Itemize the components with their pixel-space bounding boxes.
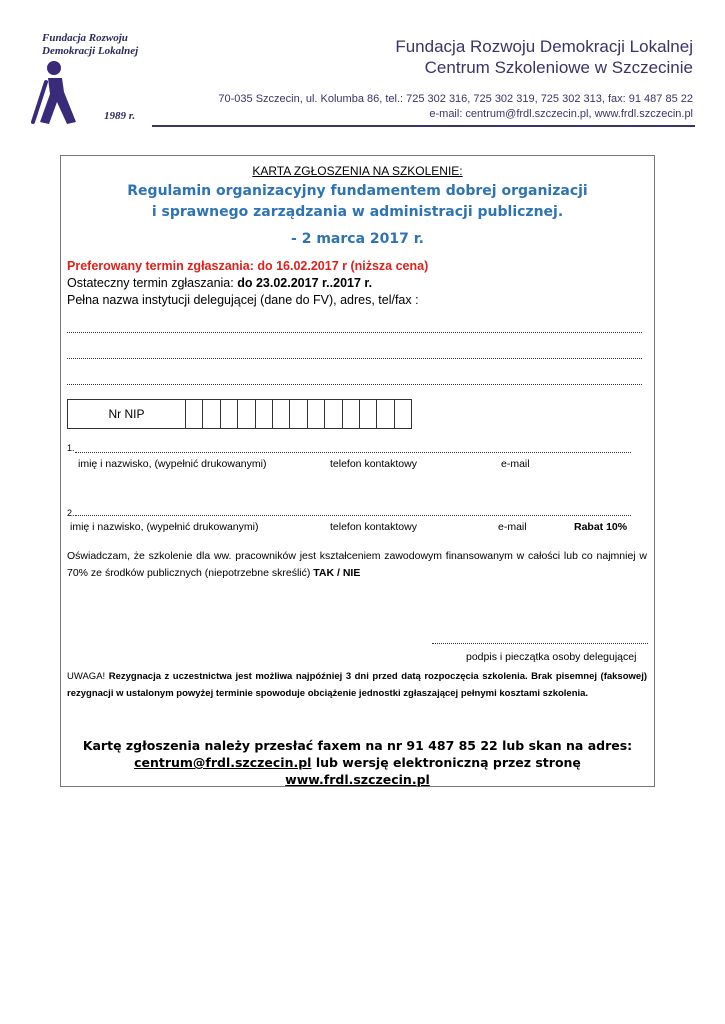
nip-digit-cell[interactable]	[325, 400, 342, 428]
signature-label: podpis i pieczątka osoby delegującej	[466, 651, 637, 663]
email-link[interactable]: centrum@frdl.szczecin.pl	[134, 755, 312, 770]
nip-field	[67, 399, 412, 429]
logo-year: 1989 r.	[104, 110, 136, 122]
header-divider	[152, 125, 695, 127]
nip-digit-cell[interactable]	[360, 400, 377, 428]
course-date: - 2 marca 2017 r.	[291, 231, 424, 247]
funding-declaration	[67, 548, 647, 582]
discount-label: Rabat 10%	[574, 521, 628, 533]
participant-1-email-label: e-mail	[501, 458, 530, 470]
submission-mid-text: lub wersję elektroniczną przez stronę	[315, 755, 581, 770]
final-deadline-value: do 23.02.2017 r..2017 r.	[237, 276, 373, 290]
participant-2-email-label: e-mail	[498, 521, 527, 533]
participant-2-number: 2.	[67, 508, 75, 518]
warning-text: Rezygnacja z uczestnictwa jest możliwa najpóźniej 3 dni przed datą rozpoczęcia szkolenia. Brak pisemnej (faksowej) rezygnacji w ustalonym powyżej terminie spowoduje obciążenie jednostki zgłaszającej pełnymi kosztami szkolenia.	[67, 671, 647, 699]
course-title-line1: Regulamin organizacyjny fundamentem dobrej organizacji	[127, 183, 588, 199]
nip-digit-cell[interactable]	[395, 400, 411, 428]
course-title	[60, 181, 655, 223]
participant-1-name-label: imię i nazwisko, (wypełnić drukowanymi)	[78, 458, 267, 470]
nip-digit-cell[interactable]	[290, 400, 307, 428]
form-heading: KARTA ZGŁOSZENIA NA SZKOLENIE:	[252, 164, 463, 178]
logo-name	[42, 32, 152, 58]
nip-digit-cell[interactable]	[238, 400, 255, 428]
org-address: 70-035 Szczecin, ul. Kolumba 86, tel.: 725 302 316, 725 302 319, 725 302 313, fax: 91 487 85 22	[218, 93, 693, 105]
submission-instructions	[60, 737, 655, 788]
nip-digit-cell[interactable]	[273, 400, 290, 428]
submission-line2	[60, 754, 655, 788]
institution-field-line-1[interactable]	[67, 332, 642, 333]
signature-field-line[interactable]	[432, 643, 648, 644]
participant-1-number: 1.	[67, 443, 75, 453]
nip-digit-cell[interactable]	[308, 400, 325, 428]
institution-label: Pełna nazwa instytucji delegującej (dane do FV), adres, tel/fax :	[67, 293, 419, 307]
org-name: Fundacja Rozwoju Demokracji Lokalnej	[395, 37, 693, 56]
nip-digit-cell[interactable]	[256, 400, 273, 428]
org-title	[395, 36, 693, 78]
org-contact	[218, 92, 693, 122]
walking-figure-logo-icon	[30, 58, 80, 128]
nip-digit-cell[interactable]	[377, 400, 394, 428]
participant-2-phone-label: telefon kontaktowy	[330, 521, 417, 533]
nip-digit-cell[interactable]	[203, 400, 220, 428]
final-deadline-label: Ostateczny termin zgłaszania:	[67, 276, 234, 290]
nip-digit-cell[interactable]	[343, 400, 360, 428]
logo-name-line1: Fundacja Rozwoju	[42, 32, 128, 44]
institution-field-line-3[interactable]	[67, 384, 642, 385]
institution-field-line-2[interactable]	[67, 358, 642, 359]
org-email-web: e-mail: centrum@frdl.szczecin.pl, www.frdl.szczecin.pl	[429, 108, 693, 120]
participant-2-field-line[interactable]	[75, 515, 631, 516]
website-link[interactable]: www.frdl.szczecin.pl	[285, 772, 430, 787]
cancellation-warning	[67, 668, 647, 702]
submission-line1: Kartę zgłoszenia należy przesłać faxem na nr 91 487 85 22 lub skan na adres:	[82, 738, 633, 753]
participant-1-field-line[interactable]	[75, 452, 631, 453]
logo-name-line2: Demokracji Lokalnej	[42, 45, 139, 57]
nip-label: Nr NIP	[68, 400, 186, 428]
nip-digit-cell[interactable]	[221, 400, 238, 428]
preferred-deadline: Preferowany termin zgłaszania: do 16.02.2017 r (niższa cena)	[67, 259, 429, 273]
declaration-text: Oświadczam, że szkolenie dla ww. pracowników jest kształceniem zawodowym finansowanym w całości lub co najmniej w 70% ze środków publicznych (niepotrzebne skreślić)	[67, 550, 647, 579]
nip-digit-cell[interactable]	[186, 400, 203, 428]
warning-lead: UWAGA!	[67, 671, 106, 682]
participant-2-name-label: imię i nazwisko, (wypełnić drukowanymi)	[70, 521, 259, 533]
participant-1-phone-label: telefon kontaktowy	[330, 458, 417, 470]
org-center-name: Centrum Szkoleniowe w Szczecinie	[424, 58, 693, 77]
declaration-choice[interactable]: TAK / NIE	[313, 567, 361, 579]
course-title-line2: i sprawnego zarządzania w administracji publicznej.	[151, 204, 564, 220]
final-deadline	[67, 276, 372, 290]
